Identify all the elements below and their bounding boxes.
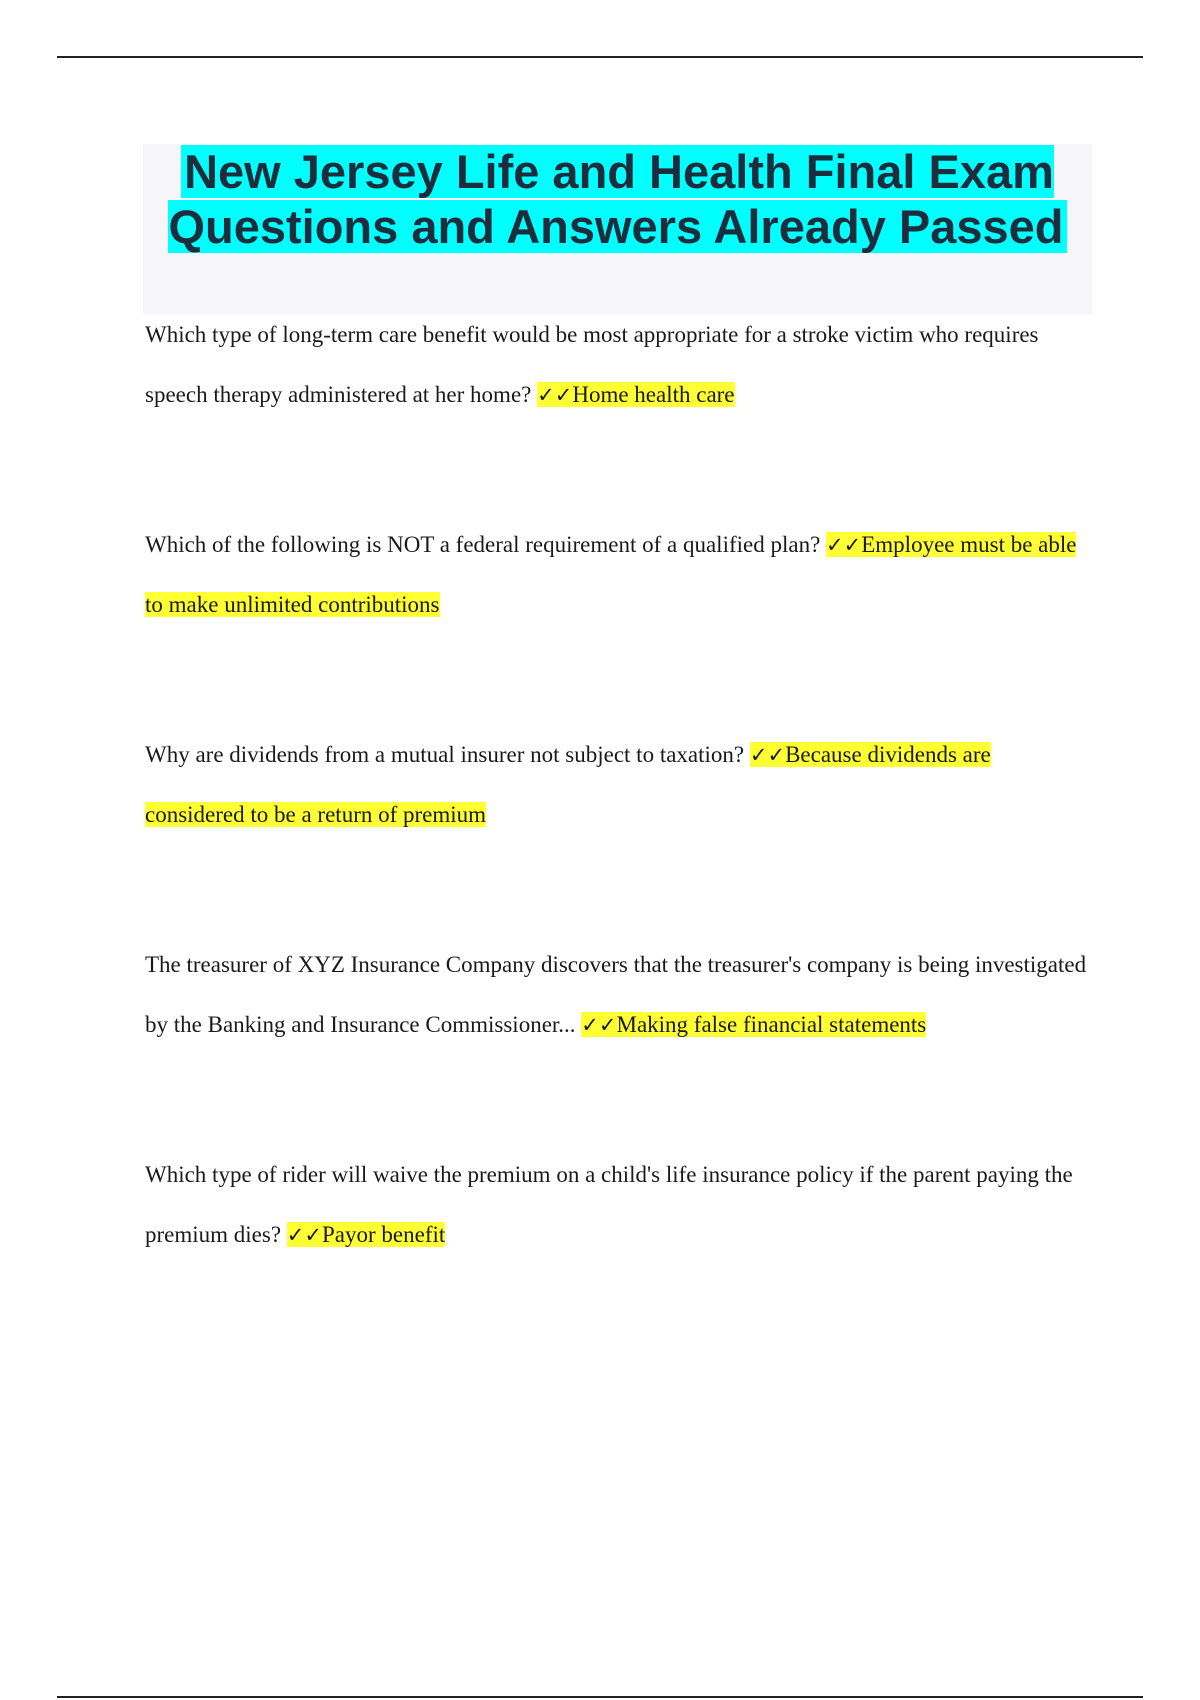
answer-highlight [287, 1222, 445, 1247]
question-text: Which type of long-term care benefit would be most appropriate for a stroke victim who requires speech therapy administered at her home? [145, 322, 1039, 407]
answer-text: Because dividends are considered to be a return of premium [145, 742, 991, 827]
answer-text: Making false financial statements [616, 1012, 927, 1037]
answer-text: Payor benefit [322, 1222, 446, 1247]
qa-item [145, 1145, 1095, 1265]
qa-item [145, 305, 1095, 425]
answer-highlight [581, 1012, 926, 1037]
answer-text: Employee must be able to make unlimited contributions [145, 532, 1077, 617]
double-check-icon: ✓✓ [286, 1223, 322, 1247]
title-highlight: New Jersey Life and Health Final Exam Questions and Answers Already Passed [168, 145, 1066, 253]
qa-item [145, 725, 1095, 845]
question-text: Which of the following is NOT a federal requirement of a qualified plan? [145, 532, 821, 557]
qa-list [145, 305, 1095, 1265]
qa-item [145, 515, 1095, 635]
double-check-icon: ✓✓ [537, 383, 573, 407]
double-check-icon: ✓✓ [826, 533, 862, 557]
title-block [143, 144, 1092, 314]
double-check-icon: ✓✓ [581, 1013, 617, 1037]
answer-highlight [537, 382, 734, 407]
question-text: The treasurer of XYZ Insurance Company discovers that the treasurer's company is being investigated by the Banking and Insurance Commissioner... [145, 952, 1087, 1037]
double-check-icon: ✓✓ [749, 743, 786, 767]
header-rule [57, 56, 1143, 58]
question-text: Which type of rider will waive the premium on a child's life insurance policy if the parent paying the premium dies? [145, 1162, 1073, 1247]
document-title [143, 144, 1092, 254]
answer-text: Home health care [572, 382, 735, 407]
footer-rule [57, 1696, 1143, 1698]
qa-item [145, 935, 1095, 1055]
question-text: Why are dividends from a mutual insurer not subject to taxation? [145, 742, 745, 767]
